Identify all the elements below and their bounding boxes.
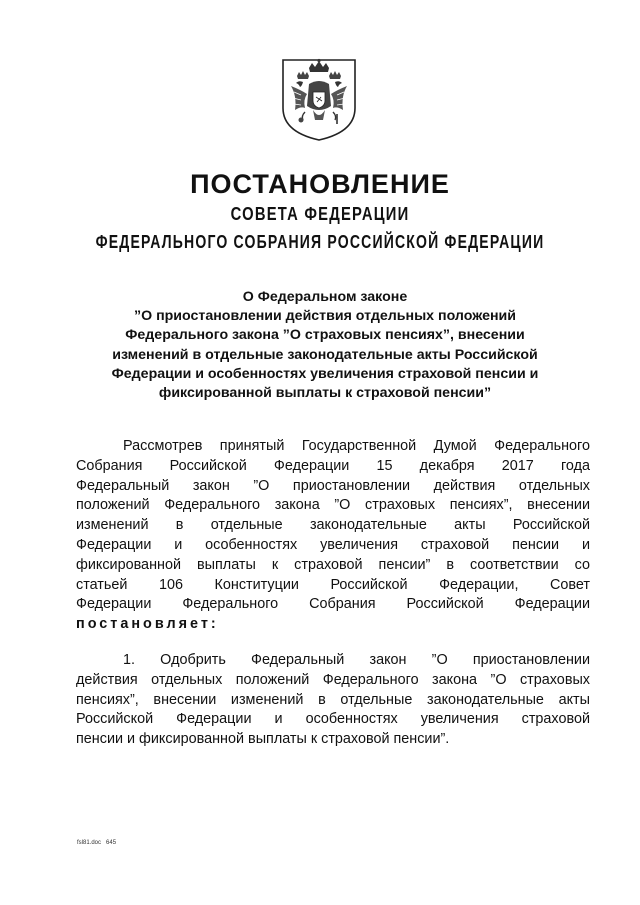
footer-filename: fsl81.doc (77, 840, 102, 846)
paragraph-line: Рассмотрев принятый Государственной Думой Федерального (123, 438, 590, 454)
resolves-word: постановляет: (76, 616, 219, 633)
paragraph-approve (76, 651, 590, 750)
paragraph-line: положений Федерального закона ”О страховых пенсиях”, внесении (76, 497, 590, 514)
paragraph-line: пенсиях”, внесении изменений в отдельные законодательные акты (76, 691, 590, 708)
issuer-line-1: СОВЕТА ФЕДЕРАЦИИ (230, 204, 410, 224)
paragraph-line: Федеральный закон ”О приостановлении действия отдельных (76, 477, 590, 494)
heading-line: ”О приостановлении действия отдельных положений (134, 308, 516, 325)
heading-line: фиксированной выплаты к страховой пенсии” (158, 385, 492, 402)
file-footer (77, 839, 116, 847)
paragraph-line: Российской Федерации и особенностях увеличения страховой (76, 711, 590, 728)
paragraph-considering (76, 437, 590, 635)
document-title: ПОСТАНОВЛЕНИЕ (190, 169, 450, 199)
heading-line: Федерации и особенностях увеличения страховой пенсии и (111, 365, 539, 382)
paragraph-line: Федерации Федерального Собрания Российской Федерации (76, 596, 590, 613)
paragraph-line: статьей 106 Конституции Российской Федерации, Совет (76, 576, 590, 593)
paragraph-line: изменений в отдельные законодательные акты Российской (76, 517, 590, 534)
issuer-line-2: ФЕДЕРАЛЬНОГО СОБРАНИЯ РОССИЙСКОЙ ФЕДЕРАЦИИ (95, 232, 545, 252)
heading-line: О Федеральном законе (242, 289, 408, 305)
paragraph-line: 1. Одобрить Федеральный закон ”О приостановлении (123, 652, 590, 668)
paragraph-line: фиксированной выплаты к страховой пенсии” в соответствии со (76, 556, 590, 573)
coat-of-arms-icon (279, 56, 359, 142)
heading-line: Федерального закона ”О страховых пенсиях”, внесении (125, 327, 525, 344)
paragraph-line: пенсии и фиксированной выплаты к страховой пенсии”. (76, 731, 450, 748)
footer-number: 645 (106, 840, 117, 846)
heading-line: изменений в отдельные законодательные акты Российской (112, 346, 538, 363)
paragraph-line: Собрания Российской Федерации 15 декабря 2017 года (76, 457, 590, 474)
paragraph-line: действия отдельных положений Федерального закона ”О страховых (76, 671, 590, 688)
paragraph-line: Федерации и особенностях увеличения страховой пенсии и (76, 536, 590, 553)
resolution-heading (80, 288, 570, 403)
